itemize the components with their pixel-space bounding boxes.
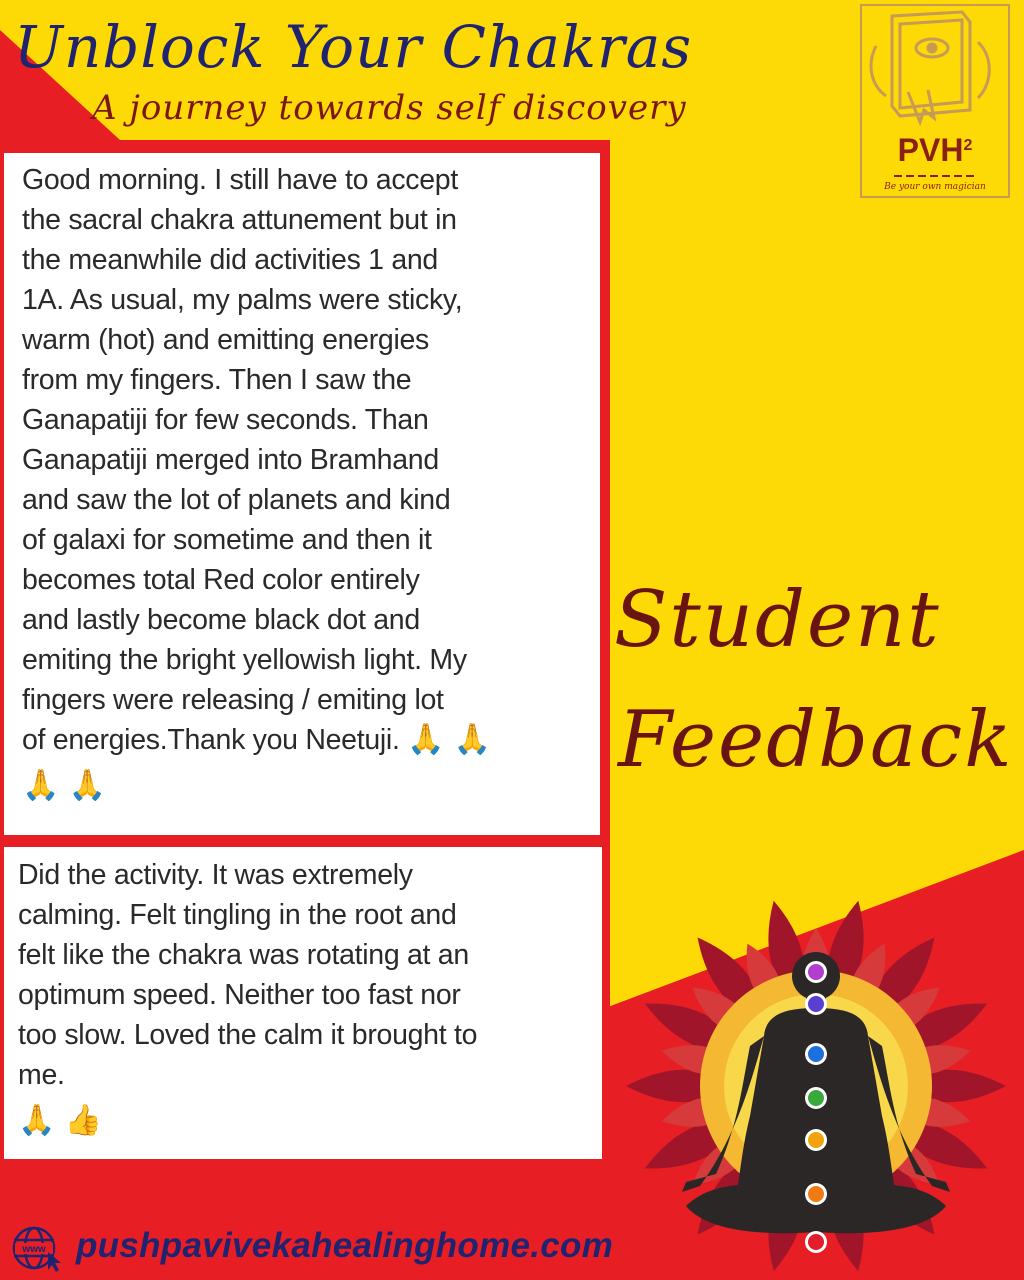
logo-superscript: 2 — [963, 137, 973, 154]
logo-dashes — [862, 172, 1008, 180]
feedback-heading-line2: Feedback — [618, 695, 1014, 785]
meditating-figure-with-chakras-icon — [626, 886, 1024, 1280]
chakra-symbol — [808, 1132, 824, 1148]
page-subtitle: A journey towards self discovery — [92, 88, 687, 128]
testimonial-card — [4, 153, 600, 835]
logo-letters: PVH — [897, 132, 964, 168]
chakra-symbol — [808, 1234, 824, 1250]
testimonial-body: Good morning. I still have to accept the sacral chakra attunement but in the meanwhile did activities 1 and 1A. As usual, my palms were sticky, warm (hot) and emitting energies from my fingers. Then I saw the Ganapatiji for few seconds. Than Ganapatiji merged into Bramhand and saw the lot of planets and kind of galaxi for sometime and then it becomes total Red color entirely and lastly become black dot and emiting the bright yellowish light. My fingers were releasing / emiting lot of energies.Thank you Neetuji. — [22, 164, 467, 756]
testimonial-text — [22, 160, 588, 760]
footer — [10, 1222, 690, 1272]
chakra-symbol — [808, 1186, 824, 1202]
chakra-symbol — [808, 1046, 824, 1062]
globe-label: www — [22, 1244, 46, 1255]
page-title: Unblock Your Chakras — [14, 13, 693, 81]
testimonial-card — [4, 847, 602, 1159]
logo-text — [862, 132, 1008, 168]
praying-thumbs-up-icon: 🙏 👍 — [18, 1103, 103, 1138]
praying-hands-icon: 🙏 🙏 — [407, 722, 491, 757]
logo-tagline: Be your own magician — [884, 182, 986, 192]
chakra-symbol — [808, 996, 824, 1012]
praying-hands-icon: 🙏 🙏 — [22, 768, 107, 803]
website-link[interactable]: pushpavivekahealinghome.com — [76, 1226, 614, 1265]
book-eye-icon — [862, 6, 1008, 130]
feedback-heading-line1: Student — [614, 575, 941, 665]
testimonial-text: Did the activity. It was extremely calming. Felt tingling in the root and felt like the chakra was rotating at an optimum speed. Neither too fast nor too slow. Loved the calm it brought to me. — [18, 859, 478, 1091]
feedback-heading — [614, 560, 1014, 800]
chakra-symbol — [808, 964, 824, 980]
globe-cursor-icon — [10, 1224, 66, 1272]
chakra-symbol — [808, 1090, 824, 1106]
brand-logo — [860, 4, 1010, 198]
